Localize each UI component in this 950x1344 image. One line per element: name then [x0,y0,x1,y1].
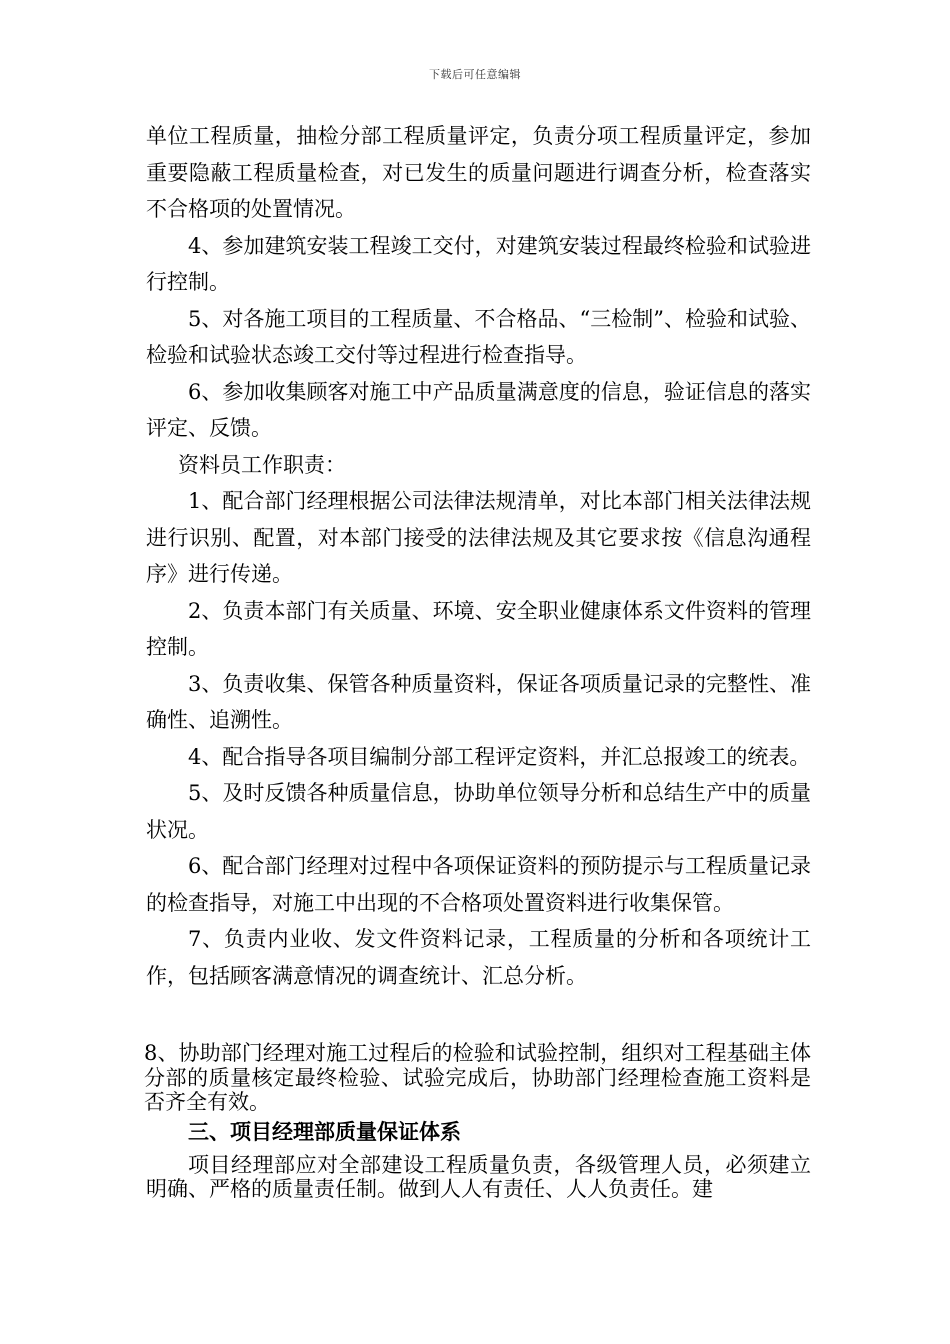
paragraph-duty-3: 3、负责收集、保管各种质量资料，保证各项质量记录的完整性、准确性、追溯性。 [146,671,811,732]
paragraph-duty-5: 5、及时反馈各种质量信息，协助单位领导分析和总结生产中的质量状况。 [146,781,811,842]
paragraph-duty-1: 1、配合部门经理根据公司法律法规清单，对比本部门相关法律法规进行识别、配置，对本部门接受的法律法规及其它要求按《信息沟通程序》进行传递。 [146,489,811,586]
paragraph-duty-8: 8、协助部门经理对施工过程后的检验和试验控制，组织对工程基础主体分部的质量核定最终检验、试验完成后，协助部门经理检查施工资料是否齐全有效。 [144,1041,811,1114]
document-body-lower [146,1041,811,1202]
paragraph-duty-2: 2、负责本部门有关质量、环境、安全职业健康体系文件资料的管理控制。 [146,598,811,659]
section-label-archivist-duties: 资料员工作职责： [178,452,346,477]
paragraph-item-5: 5、对各施工项目的工程质量、不合格品、“三检制”、检验和试验、检验和试验状态竣工交付等过程进行检查指导。 [146,306,811,367]
paragraph-item-6: 6、参加收集顾客对施工中产品质量满意度的信息，验证信息的落实评定、反馈。 [146,379,811,440]
page-header-note: 下载后可任意编辑 [429,68,521,81]
document-body [146,118,811,994]
paragraph-duty-6: 6、配合部门经理对过程中各项保证资料的预防提示与工程质量记录的检查指导，对施工中出现的不合格项处置资料进行收集保管。 [146,854,811,915]
section-heading: 三、项目经理部质量保证体系 [188,1118,461,1144]
paragraph-item-4: 4、参加建筑安装工程竣工交付，对建筑安装过程最终检验和试验进行控制。 [146,233,811,294]
paragraph-continuation: 单位工程质量，抽检分部工程质量评定，负责分项工程质量评定，参加重要隐蔽工程质量检查，对已发生的质量问题进行调查分析，检查落实不合格项的处置情况。 [146,124,811,221]
paragraph-duty-4: 4、配合指导各项目编制分部工程评定资料，并汇总报竣工的统表。 [188,744,811,769]
section-paragraph: 项目经理部应对全部建设工程质量负责，各级管理人员，必须建立明确、严格的质量责任制。做到人人有责任、人人负责任。建 [146,1152,811,1201]
paragraph-duty-7: 7、负责内业收、发文件资料记录，工程质量的分析和各项统计工作，包括顾客满意情况的调查统计、汇总分析。 [146,927,811,988]
